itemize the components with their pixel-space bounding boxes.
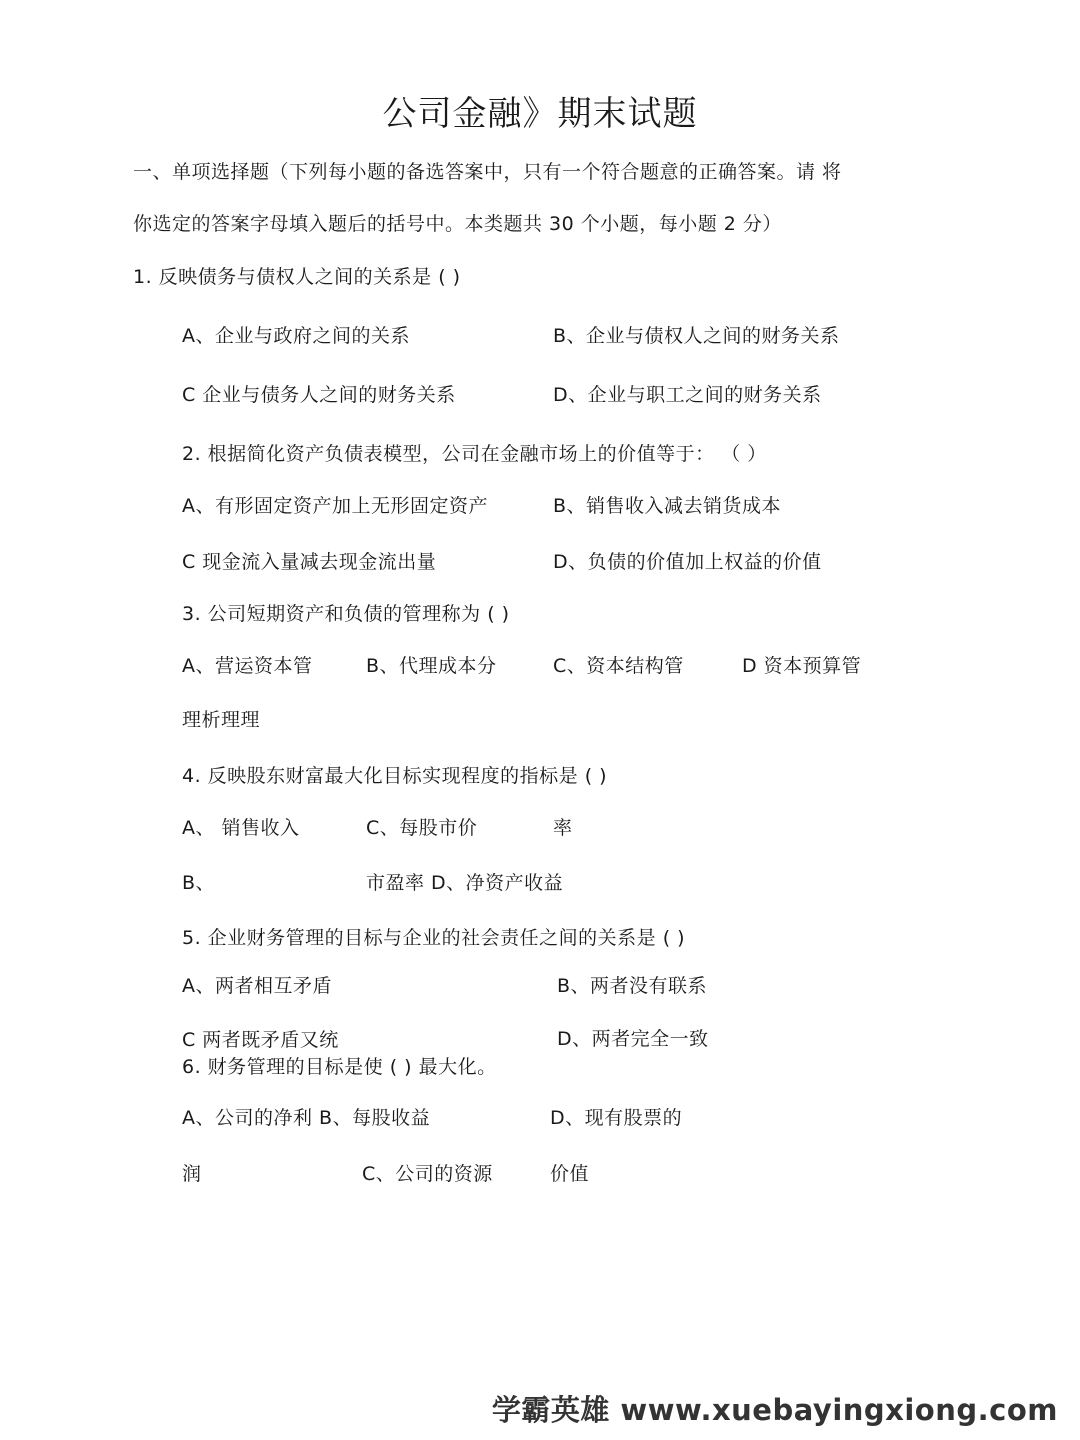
question-4-row2-col1: B、 <box>182 872 216 894</box>
question-3-stem: 3. 公司短期资产和负债的管理称为 ( ) <box>182 603 510 625</box>
question-2-option-a: A、有形固定资产加上无形固定资产 <box>182 495 488 517</box>
question-5-option-c: C 两者既矛盾又统 <box>182 1029 339 1051</box>
question-1-option-b: B、企业与债权人之间的财务关系 <box>553 325 840 347</box>
question-3-continuation: 理析理理 <box>182 709 261 731</box>
question-1-option-a: A、企业与政府之间的关系 <box>182 325 410 347</box>
question-5-stem: 5. 企业财务管理的目标与企业的社会责任之间的关系是 ( ) <box>182 927 686 949</box>
question-3-option-c: C、资本结构管 <box>553 655 684 677</box>
question-6-row1-col1: A、公司的净利 B、每股收益 <box>182 1107 431 1129</box>
section-intro-line-2: 你选定的答案字母填入题后的括号中。本类题共 30 个小题，每小题 2 分） <box>133 213 782 235</box>
question-3-option-a: A、营运资本管 <box>182 655 313 677</box>
question-4-stem: 4. 反映股东财富最大化目标实现程度的指标是 ( ) <box>182 765 608 787</box>
question-2-option-b: B、销售收入减去销货成本 <box>553 495 782 517</box>
question-4-row1-col2: C、每股市价 <box>366 817 478 839</box>
question-1-option-d: D、企业与职工之间的财务关系 <box>553 384 822 406</box>
question-4-row1-col3: 率 <box>553 817 573 839</box>
question-2-stem: 2. 根据简化资产负债表模型，公司在金融市场上的价值等于： （ ） <box>182 443 767 465</box>
question-6-stem: 6. 财务管理的目标是使 ( ) 最大化。 <box>182 1056 497 1078</box>
section-intro-line-1: 一、单项选择题（下列每小题的备选答案中，只有一个符合题意的正确答案。请 将 <box>133 161 842 183</box>
question-6-row1-col2: D、现有股票的 <box>550 1107 683 1129</box>
question-6-row2-col2: C、公司的资源 <box>362 1163 493 1185</box>
site-watermark: 学霸英雄 www.xuebayingxiong.com <box>491 1393 1058 1427</box>
question-4-row1-col1: A、 销售收入 <box>182 817 300 839</box>
question-5-option-a: A、两者相互矛盾 <box>182 975 332 997</box>
question-4-row2-col2: 市盈率 D、净资产收益 <box>366 872 564 894</box>
document-title: 公司金融》期末试题 <box>382 94 698 134</box>
question-5-option-b: B、两者没有联系 <box>557 975 708 997</box>
question-3-option-d: D 资本预算管 <box>742 655 862 677</box>
question-2-option-c: C 现金流入量减去现金流出量 <box>182 551 437 573</box>
question-2-option-d: D、负债的价值加上权益的价值 <box>553 551 822 573</box>
question-5-option-d: D、两者完全一致 <box>557 1028 709 1050</box>
question-1-option-c: C 企业与债务人之间的财务关系 <box>182 384 456 406</box>
question-6-row2-col3: 价值 <box>550 1163 590 1185</box>
question-1-stem: 1. 反映债务与债权人之间的关系是 ( ) <box>133 266 461 288</box>
question-6-row2-col1: 润 <box>182 1163 202 1185</box>
question-3-option-b: B、代理成本分 <box>366 655 497 677</box>
